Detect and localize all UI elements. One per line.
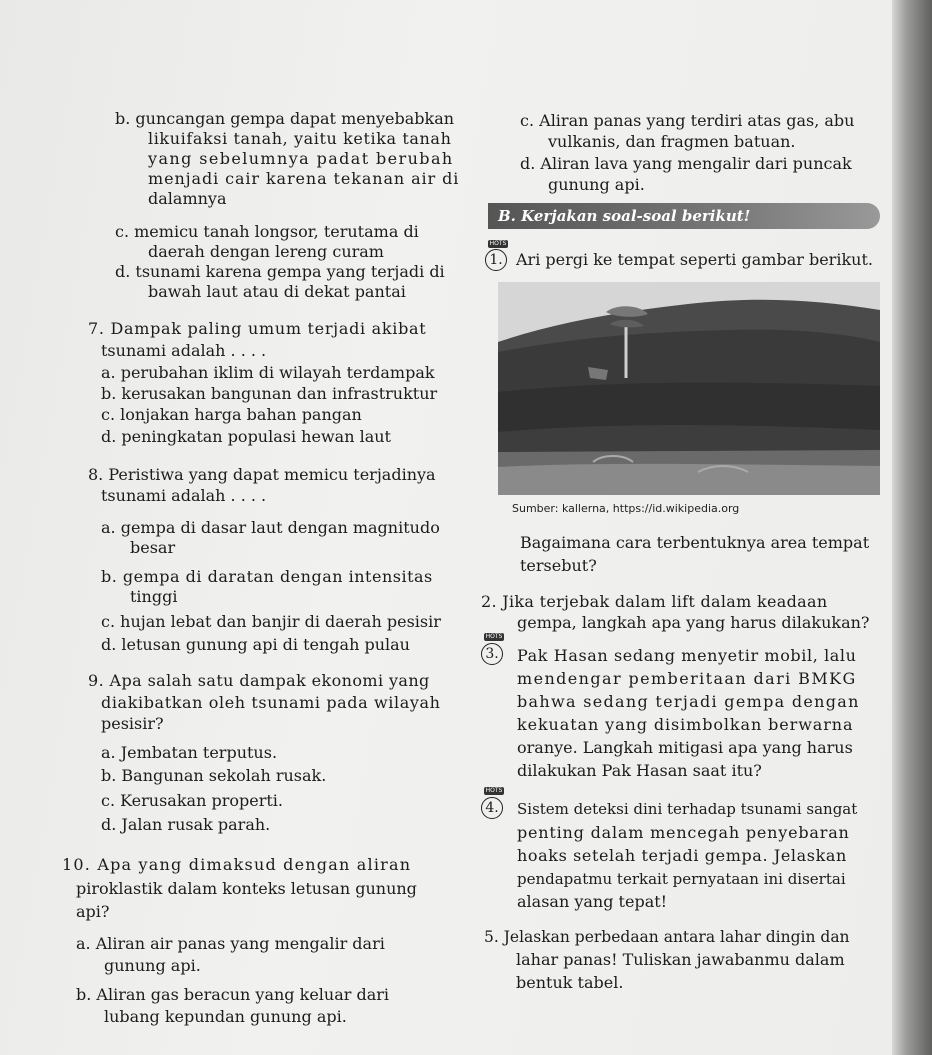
left-line: c. memicu tanah longsor, terutama di [115, 222, 419, 241]
right-line: penting dalam mencegah penyebaran [517, 823, 850, 842]
page-edge-shadow [892, 0, 932, 1055]
left-line: diakibatkan oleh tsunami pada wilayah [101, 693, 441, 712]
option-a: a. perubahan iklim di wilayah terdampak [101, 363, 435, 382]
landscape-image [498, 282, 880, 495]
question-4: Sistem deteksi dini terhadap tsunami sangat [517, 800, 858, 818]
hots-badge: HOTS [485, 633, 503, 640]
question-10: 10. Apa yang dimaksud dengan aliran [62, 855, 412, 874]
right-line: dilakukan Pak Hasan saat itu? [517, 761, 762, 780]
question-2: 2. Jika terjebak dalam lift dalam keadaan [481, 592, 828, 611]
left-line: tsunami adalah . . . . [101, 486, 267, 505]
right-line: bentuk tabel. [516, 973, 624, 992]
option-d: d. Aliran lava yang mengalir dari puncak [520, 154, 852, 173]
option-a: a. Jembatan terputus. [101, 743, 278, 762]
question-1: Ari pergi ke tempat seperti gambar berikut. [516, 250, 873, 269]
option-d: d. letusan gunung api di tengah pulau [101, 635, 410, 654]
left-line: daerah dengan lereng curam [148, 242, 384, 261]
volcanic-landscape-photo [498, 282, 880, 495]
right-line: kekuatan yang disimbolkan berwarna [517, 715, 854, 734]
question-9: 9. Apa salah satu dampak ekonomi yang [88, 671, 430, 690]
question-3: Pak Hasan sedang menyetir mobil, lalu [517, 646, 857, 665]
left-line: pesisir? [101, 714, 164, 733]
right-line: lahar panas! Tuliskan jawabanmu dalam [516, 950, 845, 969]
left-line: tsunami adalah . . . . [101, 341, 267, 360]
option-c: c. lonjakan harga bahan pangan [101, 405, 362, 424]
option-b: b. Aliran gas beracun yang keluar dari [76, 985, 390, 1004]
option-c: c. Kerusakan properti. [101, 791, 283, 810]
right-line: hoaks setelah terjadi gempa. Jelaskan [517, 846, 847, 865]
left-line: besar [130, 538, 176, 557]
option-a: a. gempa di dasar laut dengan magnitudo [101, 518, 440, 537]
left-line: d. tsunami karena gempa yang terjadi di [115, 262, 445, 281]
right-line: gunung api. [548, 175, 645, 194]
right-line: pendapatmu terkait pernyataan ini disertai [517, 870, 846, 888]
photo-caption: Sumber: kallerna, https://id.wikipedia.org [512, 502, 740, 515]
option-b: b. Bangunan sekolah rusak. [101, 766, 327, 785]
hots-badge: HOTS [485, 787, 503, 794]
left-line: dalamnya [148, 189, 227, 208]
left-line: gunung api. [104, 956, 201, 975]
option-b: b. gempa di daratan dengan intensitas [101, 567, 433, 586]
option-d: d. Jalan rusak parah. [101, 815, 271, 834]
right-line: alasan yang tepat! [517, 892, 668, 911]
left-line: bawah laut atau di dekat pantai [148, 282, 406, 301]
question-number-1: 1. [485, 249, 507, 271]
right-line: tersebut? [520, 556, 597, 575]
right-line: vulkanis, dan fragmen batuan. [548, 132, 796, 151]
section-b-banner [488, 203, 880, 229]
left-line: tinggi [130, 587, 178, 606]
option-d: d. peningkatan populasi hewan laut [101, 427, 391, 446]
right-line: bahwa sedang terjadi gempa dengan [517, 692, 860, 711]
left-line: yang sebelumnya padat berubah [148, 149, 454, 168]
option-a: a. Aliran air panas yang mengalir dari [76, 934, 385, 953]
left-line: lubang kepundan gunung api. [104, 1007, 347, 1026]
left-line: b. guncangan gempa dapat menyebabkan [115, 109, 455, 128]
left-line: menjadi cair karena tekanan air di [148, 169, 460, 188]
right-line: oranye. Langkah mitigasi apa yang harus [517, 738, 853, 757]
question-5: 5. Jelaskan perbedaan antara lahar dingin dan [484, 928, 850, 946]
left-line: piroklastik dalam konteks letusan gunung [76, 879, 417, 898]
section-b-label: B. Kerjakan soal-soal berikut! [498, 207, 751, 225]
question-7: 7. Dampak paling umum terjadi akibat [88, 319, 427, 338]
left-line: api? [76, 902, 110, 921]
question-number-3: 3. [481, 643, 503, 665]
question-number-4: 4. [481, 797, 503, 819]
option-c: c. hujan lebat dan banjir di daerah pesisir [101, 612, 441, 631]
right-line: mendengar pemberitaan dari BMKG [517, 669, 857, 688]
option-b: b. kerusakan bangunan dan infrastruktur [101, 384, 438, 403]
hots-badge: HOTS [489, 240, 507, 247]
right-line: gempa, langkah apa yang harus dilakukan? [517, 613, 870, 632]
left-line: likuifaksi tanah, yaitu ketika tanah [148, 129, 452, 148]
right-line: Bagaimana cara terbentuknya area tempat [520, 533, 870, 552]
question-8: 8. Peristiwa yang dapat memicu terjadinya [88, 465, 436, 484]
option-c: c. Aliran panas yang terdiri atas gas, abu [520, 111, 855, 130]
